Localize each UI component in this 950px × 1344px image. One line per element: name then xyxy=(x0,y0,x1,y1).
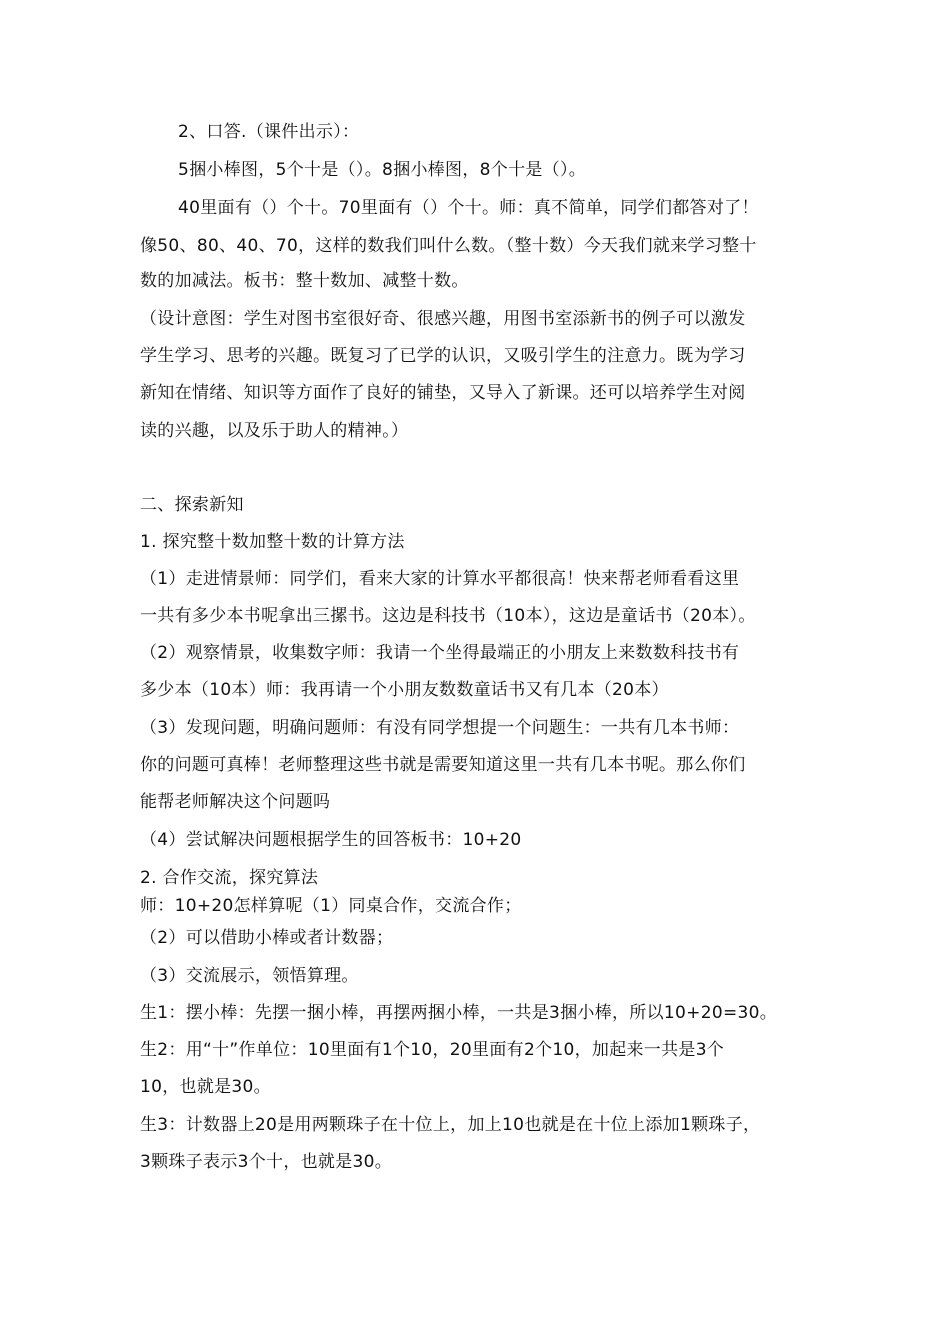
text-line: 像50、80、40、70，这样的数我们叫什么数。（整十数）今天我们就来学习整十 xyxy=(140,236,757,256)
text-line: （3）交流展示，领悟算理。 xyxy=(140,966,359,986)
text-line: 生1：摆小棒：先摆一捆小棒，再摆两捆小棒，一共是3捆小棒，所以10+20=30。 xyxy=(140,1003,778,1023)
text-line: 生2：用“十”作单位：10里面有1个10，20里面有2个10，加起来一共是3个 xyxy=(140,1040,725,1060)
section-heading: 二、探索新知 xyxy=(140,495,244,515)
text-line: 学生学习、思考的兴趣。既复习了已学的认识，又吸引学生的注意力。既为学习 xyxy=(140,346,746,366)
text-line: （4）尝试解决问题根据学生的回答板书：10+20 xyxy=(140,830,522,850)
design-intent-line: （设计意图：学生对图书室很好奇、很感兴趣，用图书室添新书的例子可以激发 xyxy=(140,309,746,329)
text-line: 师：10+20怎样算呢（1）同桌合作，交流合作； xyxy=(140,896,522,916)
text-line: 多少本（10本）师：我再请一个小朋友数数童话书又有几本（20本） xyxy=(140,680,669,700)
text-line: （3）发现问题，明确问题师：有没有同学想提一个问题生：一共有几本书师： xyxy=(140,718,740,738)
line-tens-question: 40里面有（）个十。70里面有（）个十。师：真不简单，同学们都答对了！ xyxy=(178,198,759,218)
text-line: 数的加减法。板书：整十数加、减整十数。 xyxy=(140,271,469,291)
text-line: 3颗珠子表示3个十，也就是30。 xyxy=(140,1152,393,1172)
text-line: 读的兴趣，以及乐于助人的精神。） xyxy=(140,421,409,441)
text-line: 10，也就是30。 xyxy=(140,1077,271,1097)
text-line: 你的问题可真棒！老师整理这些书就是需要知道这里一共有几本书呢。那么你们 xyxy=(140,755,746,775)
text-line: （2）观察情景，收集数字师：我请一个坐得最端正的小朋友上来数数科技书有 xyxy=(140,643,740,663)
line-oral-answer: 2、口答.（课件出示）： xyxy=(178,122,360,142)
text-line: （1）走进情景师：同学们，看来大家的计算水平都很高！快来帮老师看看这里 xyxy=(140,569,740,589)
subsection-heading: 1. 探究整十数加整十数的计算方法 xyxy=(140,532,405,552)
subsection-heading: 2. 合作交流，探究算法 xyxy=(140,868,319,888)
text-line: 一共有多少本书呢拿出三摞书。这边是科技书（10本），这边是童话书（20本）。 xyxy=(140,606,756,626)
text-line: 能帮老师解决这个问题吗 xyxy=(140,792,331,812)
text-line: 生3：计数器上20是用两颗珠子在十位上，加上10也就是在十位上添加1颗珠子， xyxy=(140,1115,761,1135)
text-line: （2）可以借助小棒或者计数器； xyxy=(140,928,394,948)
text-line: 新知在情绪、知识等方面作了良好的铺垫，又导入了新课。还可以培养学生对阅 xyxy=(140,383,746,403)
line-sticks-question: 5捆小棒图，5个十是（）。8捆小棒图，8个十是（）。 xyxy=(178,160,587,180)
